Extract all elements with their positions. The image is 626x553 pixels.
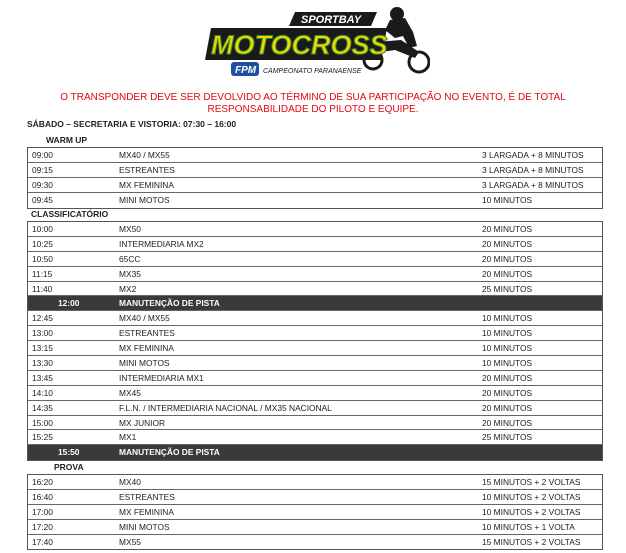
category-cell: ESTREANTES: [119, 328, 175, 339]
time-cell: 12:45: [32, 313, 53, 324]
logo-badge: FPM: [235, 65, 257, 76]
duration-cell: 25 MINUTOS: [482, 432, 533, 443]
table-row: [28, 416, 602, 431]
table-row: [28, 252, 602, 267]
duration-cell: 20 MINUTOS: [482, 268, 533, 279]
time-cell: 16:20: [32, 477, 53, 487]
logo-subtitle: CAMPEONATO PARANAENSE: [263, 68, 362, 75]
category-cell: MX35: [119, 268, 141, 279]
duration-cell: 20 MINUTOS: [482, 402, 533, 413]
transponder-notice-line2: RESPONSABILIDADE DO PILOTO E EQUIPE.: [207, 104, 419, 115]
category-cell: MX45: [119, 387, 141, 398]
time-cell: 13:00: [32, 328, 53, 339]
section-title: WARM UP: [46, 135, 88, 145]
duration-cell: 3 LARGADA + 8 MINUTOS: [482, 179, 584, 190]
time-cell: 13:30: [32, 358, 53, 369]
table-row: [28, 326, 602, 341]
time-cell: 11:40: [32, 283, 53, 294]
duration-cell: 20 MINUTOS: [482, 253, 533, 264]
table-row: [28, 148, 602, 163]
duration-cell: 10 MINUTOS: [482, 358, 533, 369]
time-cell: 13:45: [32, 372, 53, 383]
time-cell: 15:50: [58, 447, 80, 458]
table-row: [28, 371, 602, 386]
time-cell: 17:40: [32, 536, 53, 547]
time-cell: 10:50: [32, 253, 53, 264]
duration-cell: 20 MINUTOS: [482, 224, 533, 234]
duration-cell: 3 LARGADA + 8 MINUTOS: [482, 164, 584, 175]
category-cell: INTERMEDIARIA MX2: [119, 238, 204, 249]
category-cell: MANUTENÇÃO DE PISTA: [119, 298, 220, 309]
table-row: [28, 430, 602, 445]
category-cell: MX55: [119, 536, 141, 547]
table-row: [28, 356, 602, 371]
category-cell: MINI MOTOS: [119, 521, 170, 532]
track-maintenance-row: [28, 296, 602, 311]
table-row: [28, 475, 602, 490]
duration-cell: 10 MINUTOS + 2 VOLTAS: [482, 491, 581, 502]
table-row: [28, 282, 602, 297]
time-cell: 16:40: [32, 491, 53, 502]
table-row: [28, 386, 602, 401]
section-title: CLASSIFICATÓRIO: [31, 209, 109, 219]
category-cell: MINI MOTOS: [119, 194, 170, 205]
time-cell: 09:30: [32, 179, 53, 190]
time-cell: 14:35: [32, 402, 53, 413]
duration-cell: 20 MINUTOS: [482, 417, 533, 428]
duration-cell: 10 MINUTOS + 2 VOLTAS: [482, 506, 581, 517]
duration-cell: 10 MINUTOS: [482, 328, 533, 339]
time-cell: 17:00: [32, 506, 53, 517]
motocross-logo: [205, 2, 430, 87]
logo-brand: SPORTBAY: [301, 14, 362, 26]
duration-cell: 10 MINUTOS: [482, 194, 533, 205]
category-cell: MX50: [119, 224, 141, 234]
time-cell: 10:00: [32, 224, 53, 234]
table-row: [28, 222, 602, 237]
time-cell: 09:00: [32, 150, 53, 160]
time-cell: 09:15: [32, 164, 53, 175]
duration-cell: 10 MINUTOS: [482, 313, 533, 324]
table-row: [28, 163, 602, 178]
table-row: [28, 505, 602, 520]
duration-cell: 15 MINUTOS + 2 VOLTAS: [482, 536, 581, 547]
category-cell: MX JUNIOR: [119, 417, 166, 428]
time-cell: 14:10: [32, 387, 53, 398]
time-cell: 11:15: [32, 268, 53, 279]
duration-cell: 20 MINUTOS: [482, 238, 533, 249]
table-row: [28, 178, 602, 193]
time-cell: 17:20: [32, 521, 53, 532]
duration-cell: 10 MINUTOS: [482, 343, 533, 354]
duration-cell: 15 MINUTOS + 2 VOLTAS: [482, 477, 581, 487]
table-row: [28, 490, 602, 505]
category-cell: ESTREANTES: [119, 491, 175, 502]
time-cell: 09:45: [32, 194, 53, 205]
time-cell: 12:00: [58, 298, 80, 309]
logo-title: MOTOCROSS: [211, 30, 388, 60]
category-cell: MANUTENÇÃO DE PISTA: [119, 447, 220, 458]
time-cell: 10:25: [32, 238, 53, 249]
category-cell: F.L.N. / INTERMEDIARIA NACIONAL / MX35 NACIONAL: [119, 402, 332, 413]
duration-cell: 20 MINUTOS: [482, 387, 533, 398]
category-cell: 65CC: [119, 253, 141, 264]
duration-cell: 3 LARGADA + 8 MINUTOS: [482, 150, 584, 160]
table-row: [28, 520, 602, 535]
day-header: SÁBADO – SECRETARIA E VISTORIA: 07:30 – 16:00: [27, 119, 237, 129]
category-cell: MINI MOTOS: [119, 358, 170, 369]
table-row: [28, 341, 602, 356]
category-cell: MX FEMININA: [119, 179, 174, 190]
duration-cell: 10 MINUTOS + 1 VOLTA: [482, 521, 575, 532]
table-row: [28, 193, 602, 208]
category-cell: MX2: [119, 283, 137, 294]
time-cell: 13:15: [32, 343, 53, 354]
section-title: PROVA: [54, 462, 84, 472]
category-cell: MX40 / MX55: [119, 150, 170, 160]
schedule-table: [27, 474, 603, 550]
category-cell: MX FEMININA: [119, 506, 174, 517]
track-maintenance-row: [28, 445, 602, 460]
table-row: [28, 237, 602, 252]
duration-cell: 20 MINUTOS: [482, 372, 533, 383]
time-cell: 15:25: [32, 432, 53, 443]
schedule-table: [27, 147, 603, 209]
category-cell: MX1: [119, 432, 137, 443]
category-cell: INTERMEDIARIA MX1: [119, 372, 204, 383]
category-cell: ESTREANTES: [119, 164, 175, 175]
category-cell: MX FEMININA: [119, 343, 174, 354]
category-cell: MX40 / MX55: [119, 313, 170, 324]
duration-cell: 25 MINUTOS: [482, 283, 533, 294]
table-row: [28, 267, 602, 282]
time-cell: 15:00: [32, 417, 53, 428]
table-row: [28, 535, 602, 550]
transponder-notice-line1: O TRANSPONDER DEVE SER DEVOLVIDO AO TÉRMINO DE SUA PARTICIPAÇÃO NO EVENTO, É DE TOTAL: [60, 92, 566, 103]
table-row: [28, 401, 602, 416]
table-row: [28, 311, 602, 326]
schedule-table: [27, 221, 603, 461]
category-cell: MX40: [119, 477, 141, 487]
